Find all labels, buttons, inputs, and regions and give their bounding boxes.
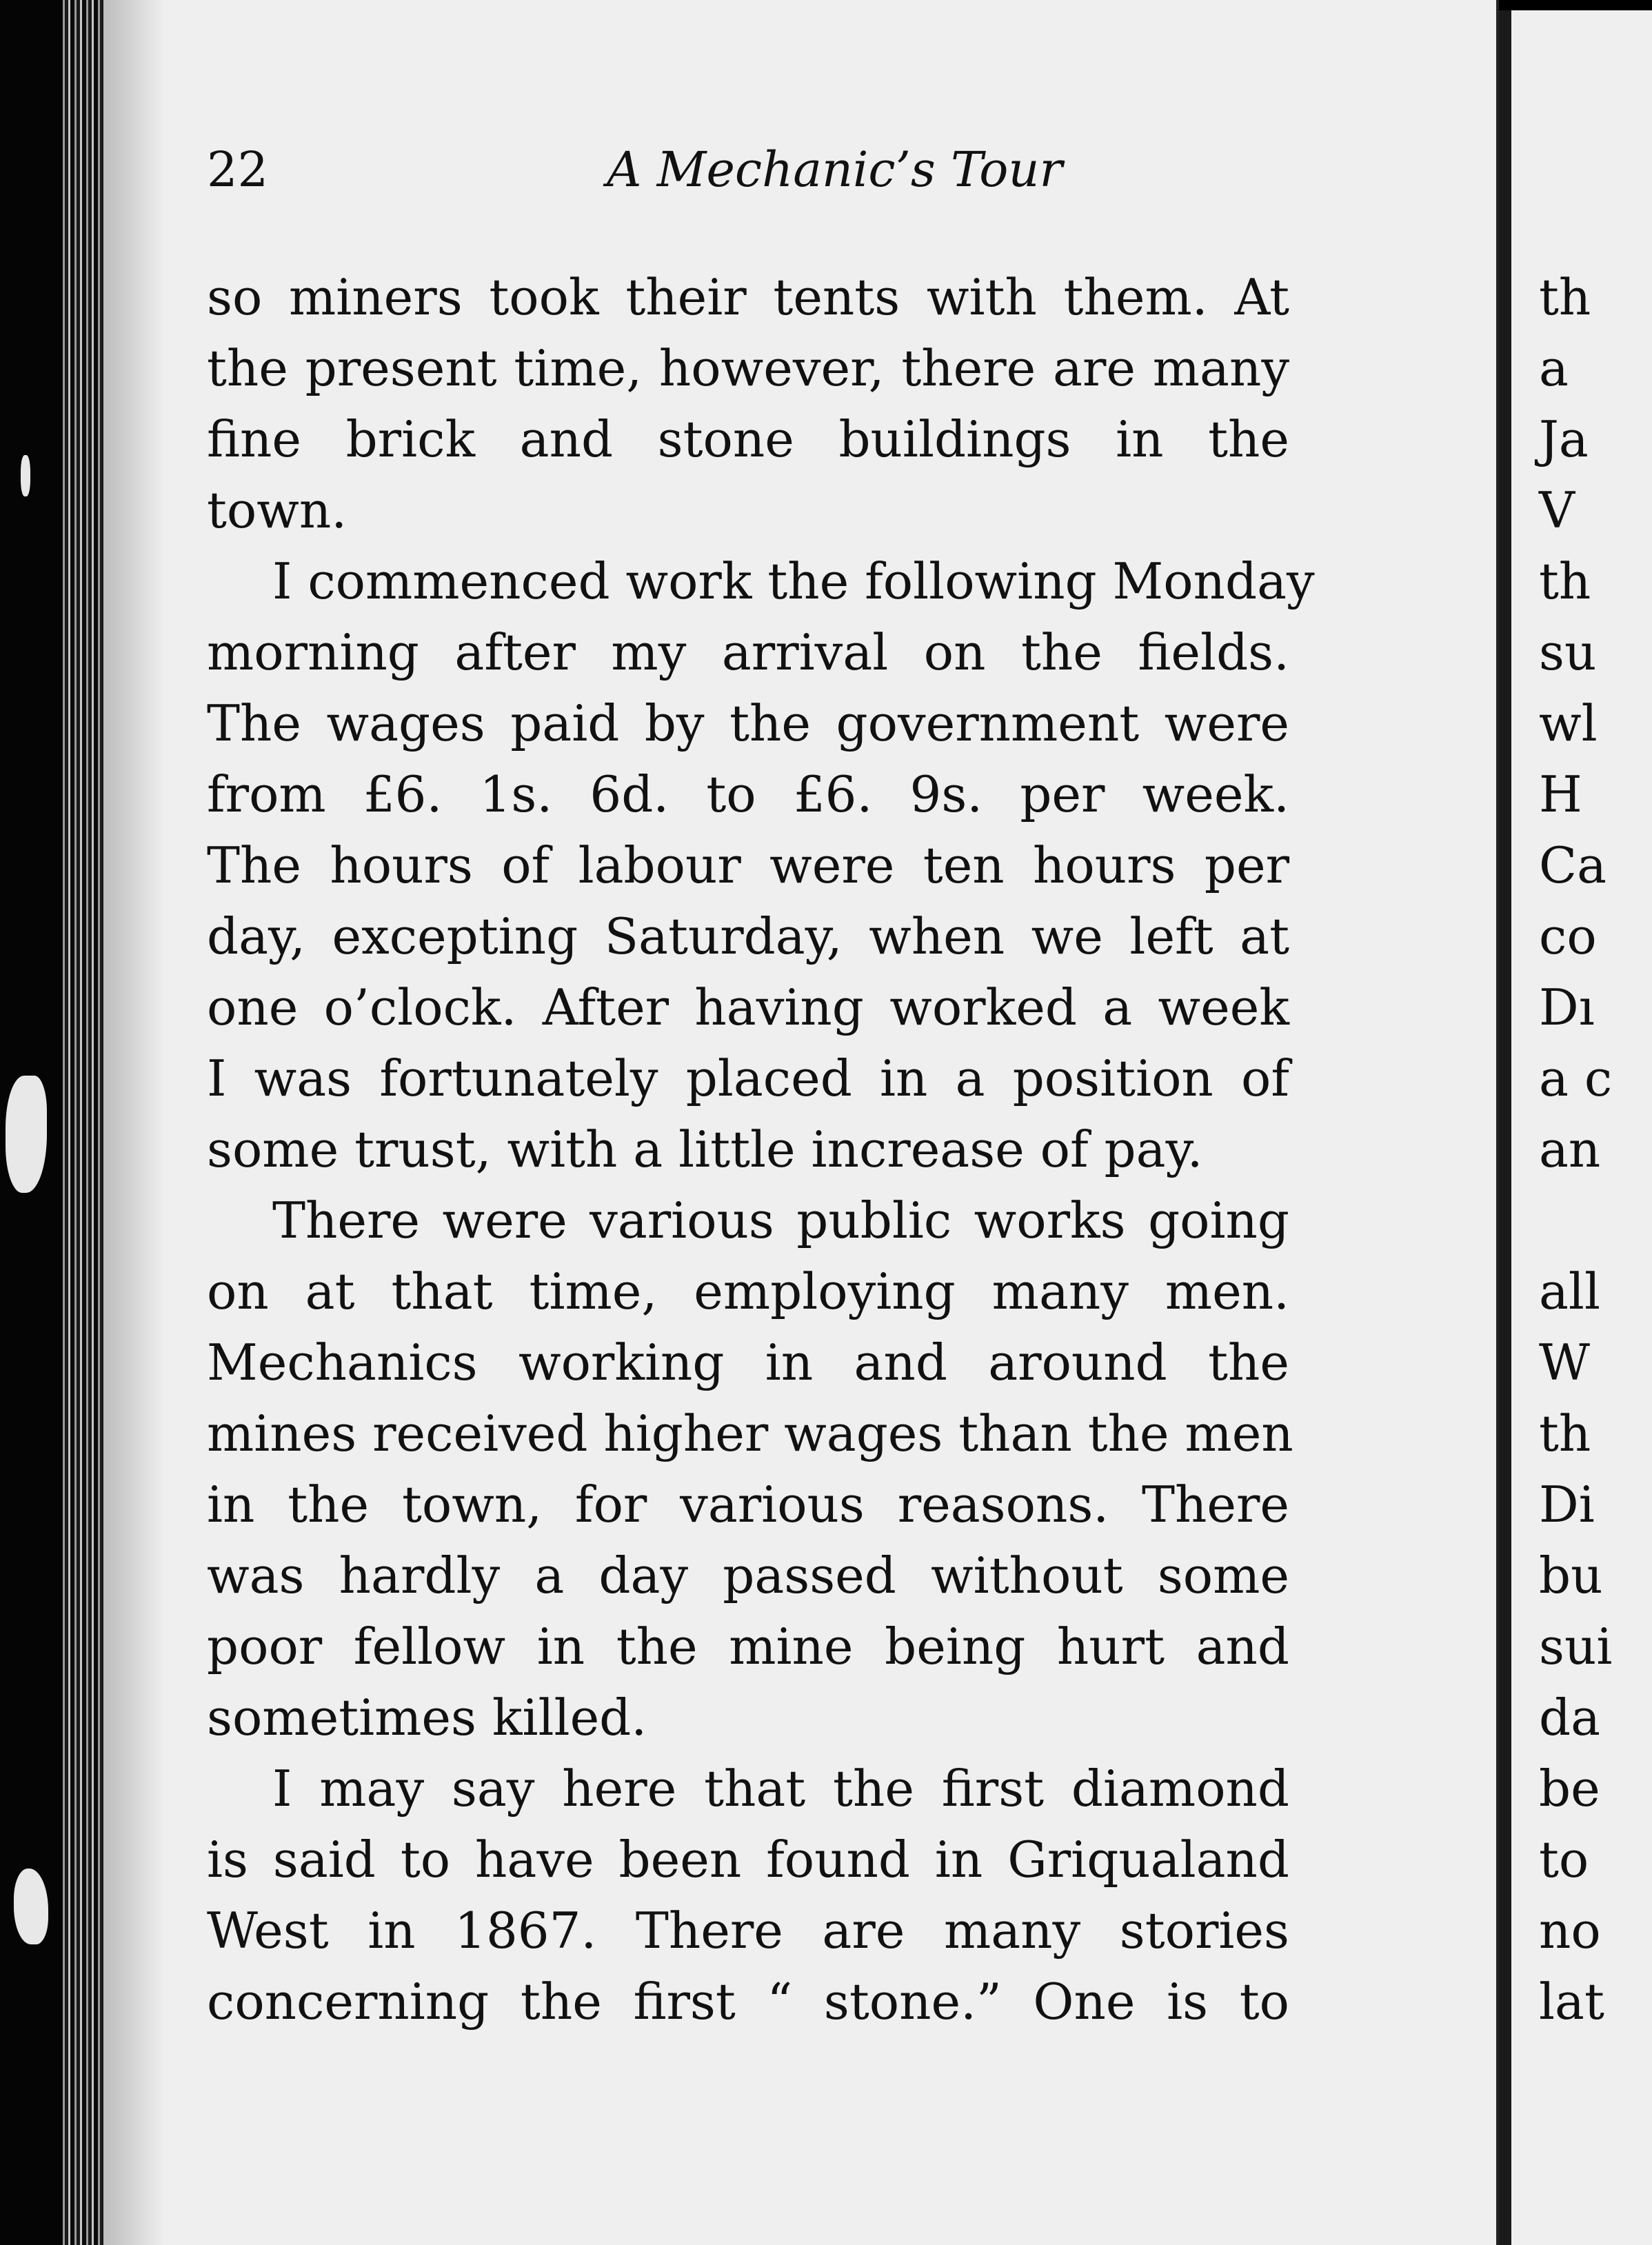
text-line: I may say here that the first diamond (272, 1760, 1289, 1818)
text-line: There were various public works going (272, 1191, 1289, 1249)
text-line: poor fellow in the mine being hurt and (207, 1618, 1289, 1675)
facing-line (1539, 1185, 1612, 1256)
facing-line: th (1539, 268, 1591, 326)
paragraph (207, 546, 1315, 1185)
text-line: The hours of labour were ten hours per (207, 836, 1289, 894)
page-edge-shading (103, 0, 165, 2245)
text-line: from £6. 1s. 6d. to £6. 9s. per week. (207, 765, 1289, 823)
text-line: The wages paid by the government were (207, 694, 1289, 752)
facing-line: Ja (1539, 410, 1589, 468)
text-line: was hardly a day passed without some (207, 1547, 1289, 1604)
text-line: in the town, for various reasons. There (207, 1476, 1289, 1533)
facing-line: da (1539, 1689, 1601, 1746)
running-title: A Mechanic’s Tour (607, 141, 1062, 198)
facing-line: Di (1539, 1476, 1595, 1533)
facing-line: to (1539, 1831, 1589, 1889)
text-line: on at that time, employing many men. (207, 1262, 1289, 1320)
text-line: some trust, with a little increase of pay. (207, 1120, 1203, 1178)
facing-line: th (1539, 552, 1591, 610)
facing-page (1499, 10, 1652, 2245)
text-line: so miners took their tents with them. At (207, 268, 1289, 326)
facing-line: bu (1539, 1547, 1603, 1604)
text-line: is said to have been found in Griqualand (207, 1831, 1289, 1889)
text-line: one o’clock. After having worked a week (207, 978, 1289, 1036)
running-head (207, 141, 1138, 197)
facing-line: th (1539, 1405, 1591, 1462)
paragraph (207, 1185, 1293, 1753)
paragraph (207, 262, 1289, 546)
text-line: morning after my arrival on the fields. (207, 623, 1289, 681)
facing-line: su (1539, 623, 1597, 681)
text-line: town. (207, 481, 347, 539)
facing-line: Dı (1539, 978, 1595, 1036)
facing-line: sui (1539, 1618, 1613, 1675)
facing-line: co (1539, 907, 1597, 965)
facing-line: a c (1539, 1049, 1613, 1107)
facing-line: Ca (1539, 836, 1607, 894)
text-line: I commenced work the following Monday (272, 552, 1315, 610)
facing-line: W (1539, 1333, 1591, 1391)
facing-line: lat (1539, 1973, 1604, 2031)
facing-line: all (1539, 1262, 1600, 1320)
facing-line: an (1539, 1120, 1601, 1178)
facing-line: wl (1539, 694, 1598, 752)
text-line: sometimes killed. (207, 1689, 647, 1746)
facing-line: be (1539, 1760, 1600, 1818)
facing-line: V (1539, 481, 1575, 539)
facing-line: H (1539, 765, 1582, 823)
text-line: I was fortunately placed in a position of (207, 1049, 1289, 1107)
paragraph (207, 1753, 1289, 2037)
dust-speck (21, 455, 30, 496)
text-line: West in 1867. There are many stories (207, 1902, 1289, 1960)
text-line: Mechanics working in and around the (207, 1333, 1289, 1391)
facing-line: no (1539, 1902, 1601, 1960)
body-text (207, 262, 1315, 2037)
text-line: day, excepting Saturday, when we left at (207, 907, 1289, 965)
facing-page-text (1539, 262, 1612, 2037)
dust-speck (6, 1076, 47, 1193)
text-line: concerning the first “ stone.” One is to (207, 1973, 1289, 2031)
facing-line: a (1539, 339, 1569, 397)
text-line: mines received higher wages than the men (207, 1405, 1293, 1462)
text-line: the present time, however, there are many (207, 339, 1289, 397)
page-number: 22 (207, 141, 269, 198)
text-line: fine brick and stone buildings in the (207, 410, 1289, 468)
